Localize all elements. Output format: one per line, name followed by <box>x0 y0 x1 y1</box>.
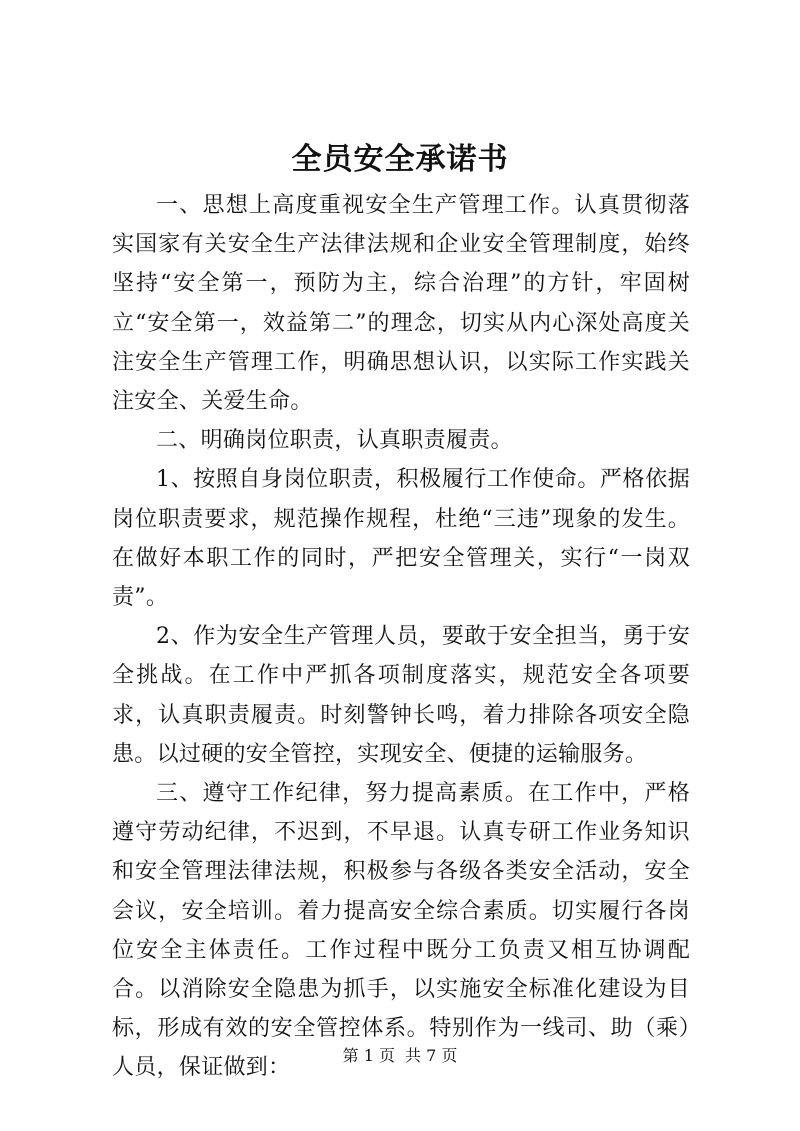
page-total: 共 7 页 <box>405 1046 458 1065</box>
paragraph: 1、按照自身岗位职责，积极履行工作使命。严格依据岗位职责要求，规范操作规程，杜绝“三违”现象的发生。在做好本职工作的同时，严把安全管理关，实行“一岗双责”。 <box>112 467 690 611</box>
document-body <box>112 186 690 1088</box>
page-footer <box>0 1045 800 1067</box>
paragraph: 二、明确岗位职责，认真职责履责。 <box>156 428 513 454</box>
paragraph: 三、遵守工作纪律，努力提高素质。在工作中，严格遵守劳动纪律，不迟到，不早退。认真专研工作业务知识和安全管理法律法规，积极参与各级各类安全活动，安全会议，安全培训。着力提高安全综合素质。切实履行各岗位安全主体责任。工作过程中既分工负责又相互协调配合。以消除安全隐患为抓手，以实施安全标准化建设为目标，形成有效的安全管控体系。特别作为一线司、助（乘）人员，保证做到： <box>112 781 690 1081</box>
paragraph: 2、作为安全生产管理人员，要敢于安全担当，勇于安全挑战。在工作中严抓各项制度落实，规范安全各项要求，认真职责履责。时刻警钟长鸣，着力排除各项安全隐患。以过硬的安全管控，实现安全、便捷的运输服务。 <box>112 624 690 767</box>
paragraph: 一、思想上高度重视安全生产管理工作。认真贯彻落实国家有关安全生产法律法规和企业安全管理制度，始终坚持“安全第一，预防为主，综合治理”的方针，牢固树立“安全第一，效益第二”的理念，切实从内心深处高度关注安全生产管理工作，明确思想认识，以实际工作实践关注安全、关爱生命。 <box>112 193 690 415</box>
page-number: 第 1 页 <box>342 1046 395 1065</box>
document-title: 全员安全承诺书 <box>291 142 509 177</box>
